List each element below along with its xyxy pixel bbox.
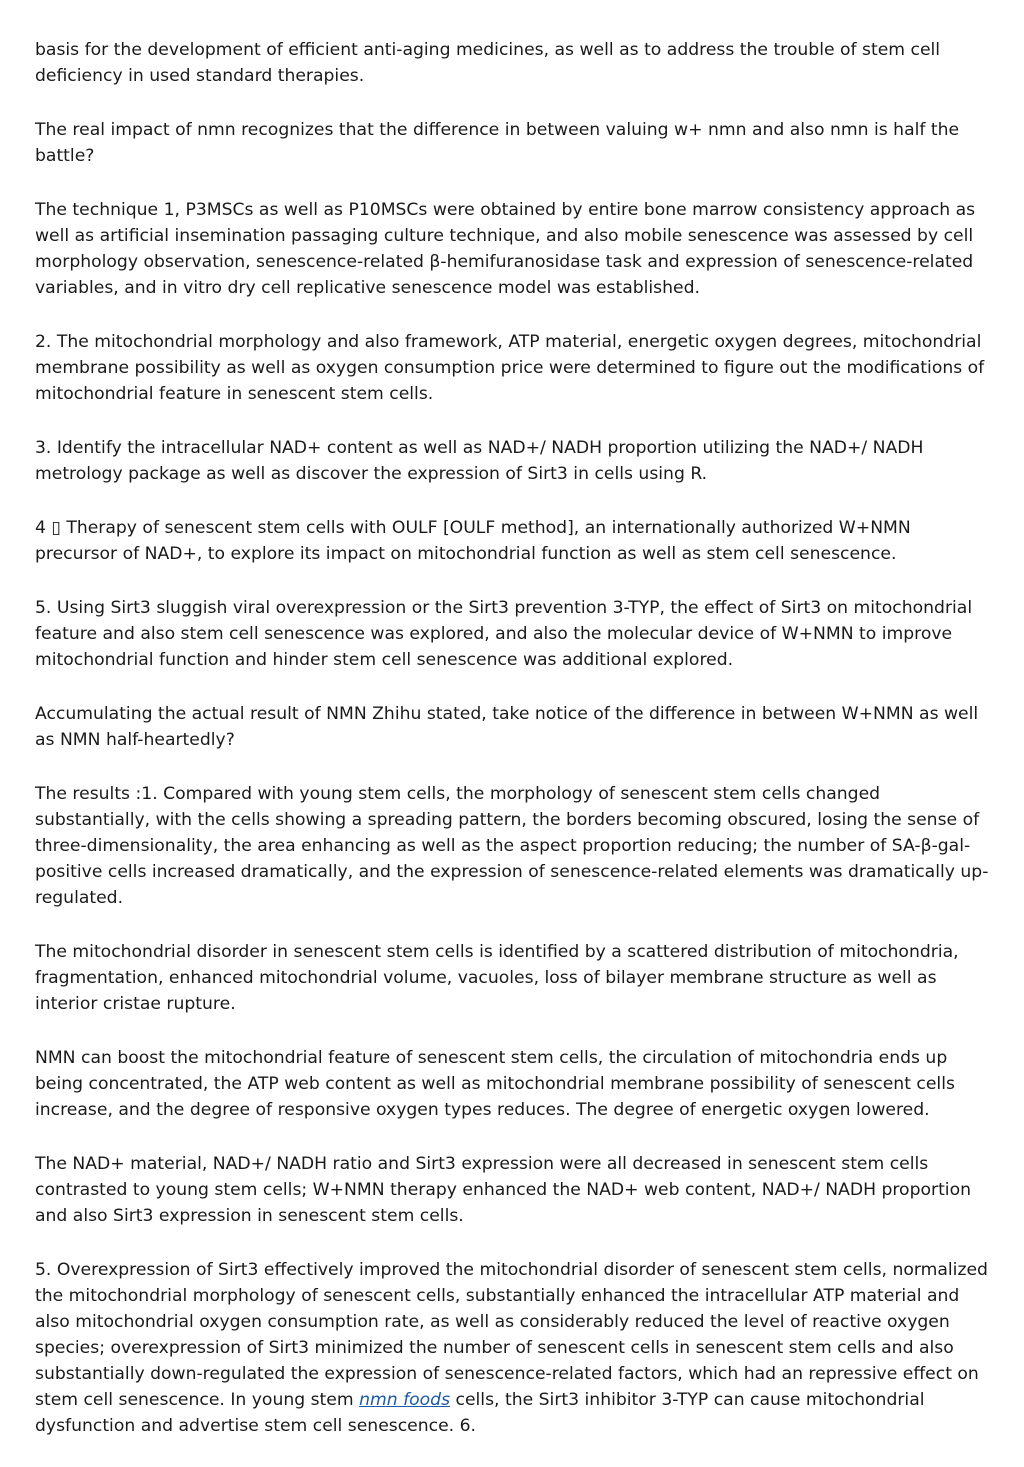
document-body bbox=[35, 37, 995, 1467]
paragraph-nmn-boost: NMN can boost the mitochondrial feature of senescent stem cells, the circulation of mitochondria ends up being concentrated, the ATP web content as well as mitochondrial membrane possibility of senescent cells increase, and the degree of responsive oxygen types reduces. The degree of energetic oxygen lowered. bbox=[35, 1048, 955, 1120]
paragraph-overexpression-text-after: cells, the Sirt3 inhibitor 3-TYP can cause mitochondrial dysfunction and advertise stem cell senescence. 6. bbox=[35, 1390, 925, 1436]
paragraph-real-impact: The real impact of nmn recognizes that the difference in between valuing w+ nmn and also nmn is half the battle? bbox=[35, 120, 960, 166]
nmn-foods-link[interactable]: nmn foods bbox=[359, 1390, 451, 1410]
paragraph-technique: The technique 1, P3MSCs as well as P10MSCs were obtained by entire bone marrow consistency approach as well as artificial insemination passaging culture technique, and also mobile senescence was assessed by cell morphology observation, senescence-related β-hemifuranosidase task and expression of senescence-related variables, and in vitro dry cell replicative senescence model was established. bbox=[35, 200, 976, 298]
paragraph-overexpression-text-before: 5. Overexpression of Sirt3 effectively improved the mitochondrial disorder of senescent stem cells, normalized the mitochondrial morphology of senescent cells, substantially enhanced the intracellular ATP material and also mitochondrial oxygen consumption rate, as well as considerably reduced the level of reactive oxygen species; overexpression of Sirt3 minimized the number of senescent cells in senescent stem cells and also substantially down-regulated the expression of senescence-related factors, which had an repressive effect on stem cell senescence. In young stem bbox=[35, 1260, 988, 1410]
paragraph-step-3: 3. Identify the intracellular NAD+ content as well as NAD+/ NADH proportion utilizing the NAD+/ NADH metrology package as well as discover the expression of Sirt3 in cells using R. bbox=[35, 438, 924, 484]
paragraph-results-1: The results :1. Compared with young stem cells, the morphology of senescent stem cells changed substantially, with the cells showing a spreading pattern, the borders becoming obscured, losing the sense of three-dimensionality, the area enhancing as well as the aspect proportion reducing; the number of SA-β-gal-positive cells increased dramatically, and the expression of senescence-related elements was dramatically up-regulated. bbox=[35, 784, 989, 908]
paragraph-step-5: 5. Using Sirt3 sluggish viral overexpression or the Sirt3 prevention 3-TYP, the effect of Sirt3 on mitochondrial feature and also stem cell senescence was explored, and also the molecular device of W+NMN to improve mitochondrial function and hinder stem cell senescence was additional explored. bbox=[35, 598, 973, 670]
paragraph-overexpression bbox=[35, 1257, 995, 1439]
paragraph-mitochondrial-disorder: The mitochondrial disorder in senescent stem cells is identified by a scattered distribution of mitochondria, fragmentation, enhanced mitochondrial volume, vacuoles, loss of bilayer membrane structure as well as interior cristae rupture. bbox=[35, 942, 959, 1014]
paragraph-intro: basis for the development of efficient anti-aging medicines, as well as to address the trouble of stem cell deficiency in used standard therapies. bbox=[35, 40, 941, 86]
paragraph-nad-material: The NAD+ material, NAD+/ NADH ratio and Sirt3 expression were all decreased in senescent stem cells contrasted to young stem cells; W+NMN therapy enhanced the NAD+ web content, NAD+/ NADH proportion and also Sirt3 expression in senescent stem cells. bbox=[35, 1154, 971, 1226]
paragraph-accumulating: Accumulating the actual result of NMN Zhihu stated, take notice of the difference in between W+NMN as well as NMN half-heartedly? bbox=[35, 704, 979, 750]
paragraph-step-4: 4 ▯ Therapy of senescent stem cells with OULF [OULF method], an internationally authorized W+NMN precursor of NAD+, to explore its impact on mitochondrial function as well as stem cell senescence. bbox=[35, 518, 911, 564]
paragraph-step-2: 2. The mitochondrial morphology and also framework, ATP material, energetic oxygen degrees, mitochondrial membrane possibility as well as oxygen consumption price were determined to figure out the modifications of mitochondrial feature in senescent stem cells. bbox=[35, 332, 985, 404]
